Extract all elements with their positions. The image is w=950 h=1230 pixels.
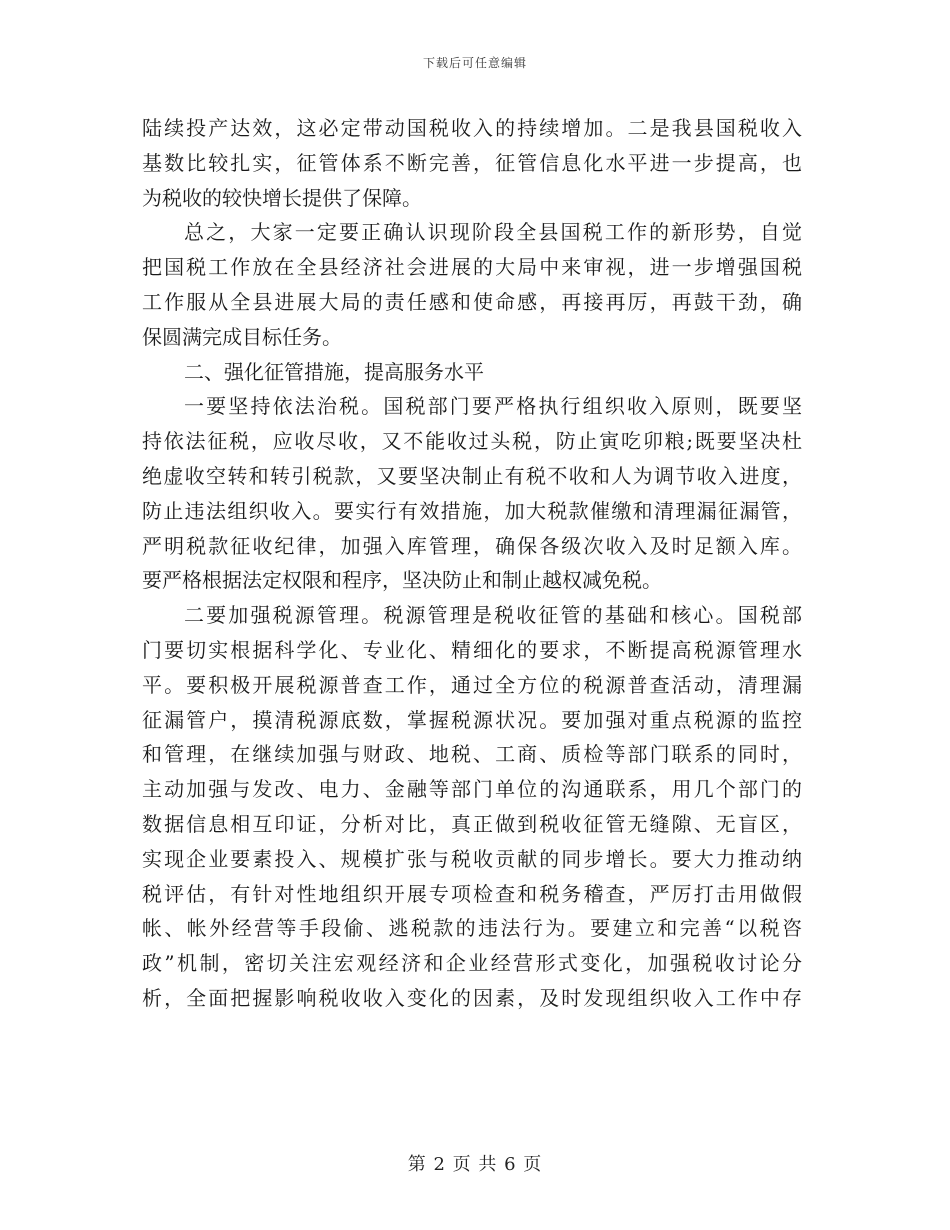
text-line: 为税收的较快增长提供了保障。 bbox=[142, 185, 422, 210]
text-line: 严明税款征收纪律，加强入库管理，确保各级次收入及时足额入库。 bbox=[142, 533, 802, 558]
text-line: 帐、帐外经营等手段偷、逃税款的违法行为。要建立和完善“以税咨 bbox=[142, 916, 802, 941]
text-line: 把国税工作放在全县经济社会进展的大局中来审视，进一步增强国税 bbox=[142, 255, 802, 280]
text-line: 二要加强税源管理。税源管理是税收征管的基础和核心。国税部 bbox=[184, 603, 802, 628]
text-line: 保圆满完成目标任务。 bbox=[142, 324, 342, 349]
text-line: 主动加强与发改、电力、金融等部门单位的沟通联系，用几个部门的 bbox=[142, 777, 802, 802]
text-line: 税评估，有针对性地组织开展专项检查和税务稽查，严厉打击用做假 bbox=[142, 881, 802, 906]
text-line: 征漏管户，摸清税源底数，掌握税源状况。要加强对重点税源的监控 bbox=[142, 707, 802, 732]
text-line: 门要切实根据科学化、专业化、精细化的要求，不断提高税源管理水 bbox=[142, 637, 802, 662]
page-number-footer: 第 2 页 共 6 页 bbox=[407, 1154, 543, 1175]
text-line: 要严格根据法定权限和程序，坚决防止和制止越权减免税。 bbox=[142, 568, 662, 593]
text-line: 总之，大家一定要正确认识现阶段全县国税工作的新形势，自觉 bbox=[184, 220, 802, 245]
text-line: 和管理，在继续加强与财政、地税、工商、质检等部门联系的同时， bbox=[142, 742, 802, 767]
text-line: 二、强化征管措施，提高服务水平 bbox=[184, 359, 484, 384]
text-line: 政”机制，密切关注宏观经济和企业经营形式变化，加强税收讨论分 bbox=[142, 951, 802, 976]
text-line: 数据信息相互印证，分析对比，真正做到税收征管无缝隙、无盲区， bbox=[142, 811, 802, 836]
text-line: 绝虚收空转和转引税款，又要坚决制止有税不收和人为调节收入进度， bbox=[142, 463, 802, 488]
text-line: 持依法征税，应收尽收，又不能收过头税，防止寅吃卯粮;既要坚决杜 bbox=[142, 429, 802, 454]
text-line: 析，全面把握影响税收收入变化的因素，及时发现组织收入工作中存 bbox=[142, 985, 802, 1010]
page-header: 下载后可任意编辑 bbox=[422, 56, 527, 70]
text-line: 基数比较扎实，征管体系不断完善，征管信息化水平进一步提高，也 bbox=[142, 150, 802, 175]
text-line: 防止违法组织收入。要实行有效措施，加大税款催缴和清理漏征漏管， bbox=[142, 498, 802, 523]
text-line: 一要坚持依法治税。国税部门要严格执行组织收入原则，既要坚 bbox=[184, 394, 802, 419]
text-line: 陆续投产达效，这必定带动国税收入的持续增加。二是我县国税收入 bbox=[142, 116, 802, 140]
text-line: 实现企业要素投入、规模扩张与税收贡献的同步增长。要大力推动纳 bbox=[142, 846, 802, 871]
document-body bbox=[142, 111, 802, 1016]
text-line: 平。要积极开展税源普查工作，通过全方位的税源普查活动，清理漏 bbox=[142, 672, 802, 697]
text-line: 工作服从全县进展大局的责任感和使命感，再接再厉，再鼓干劲，确 bbox=[142, 289, 802, 314]
